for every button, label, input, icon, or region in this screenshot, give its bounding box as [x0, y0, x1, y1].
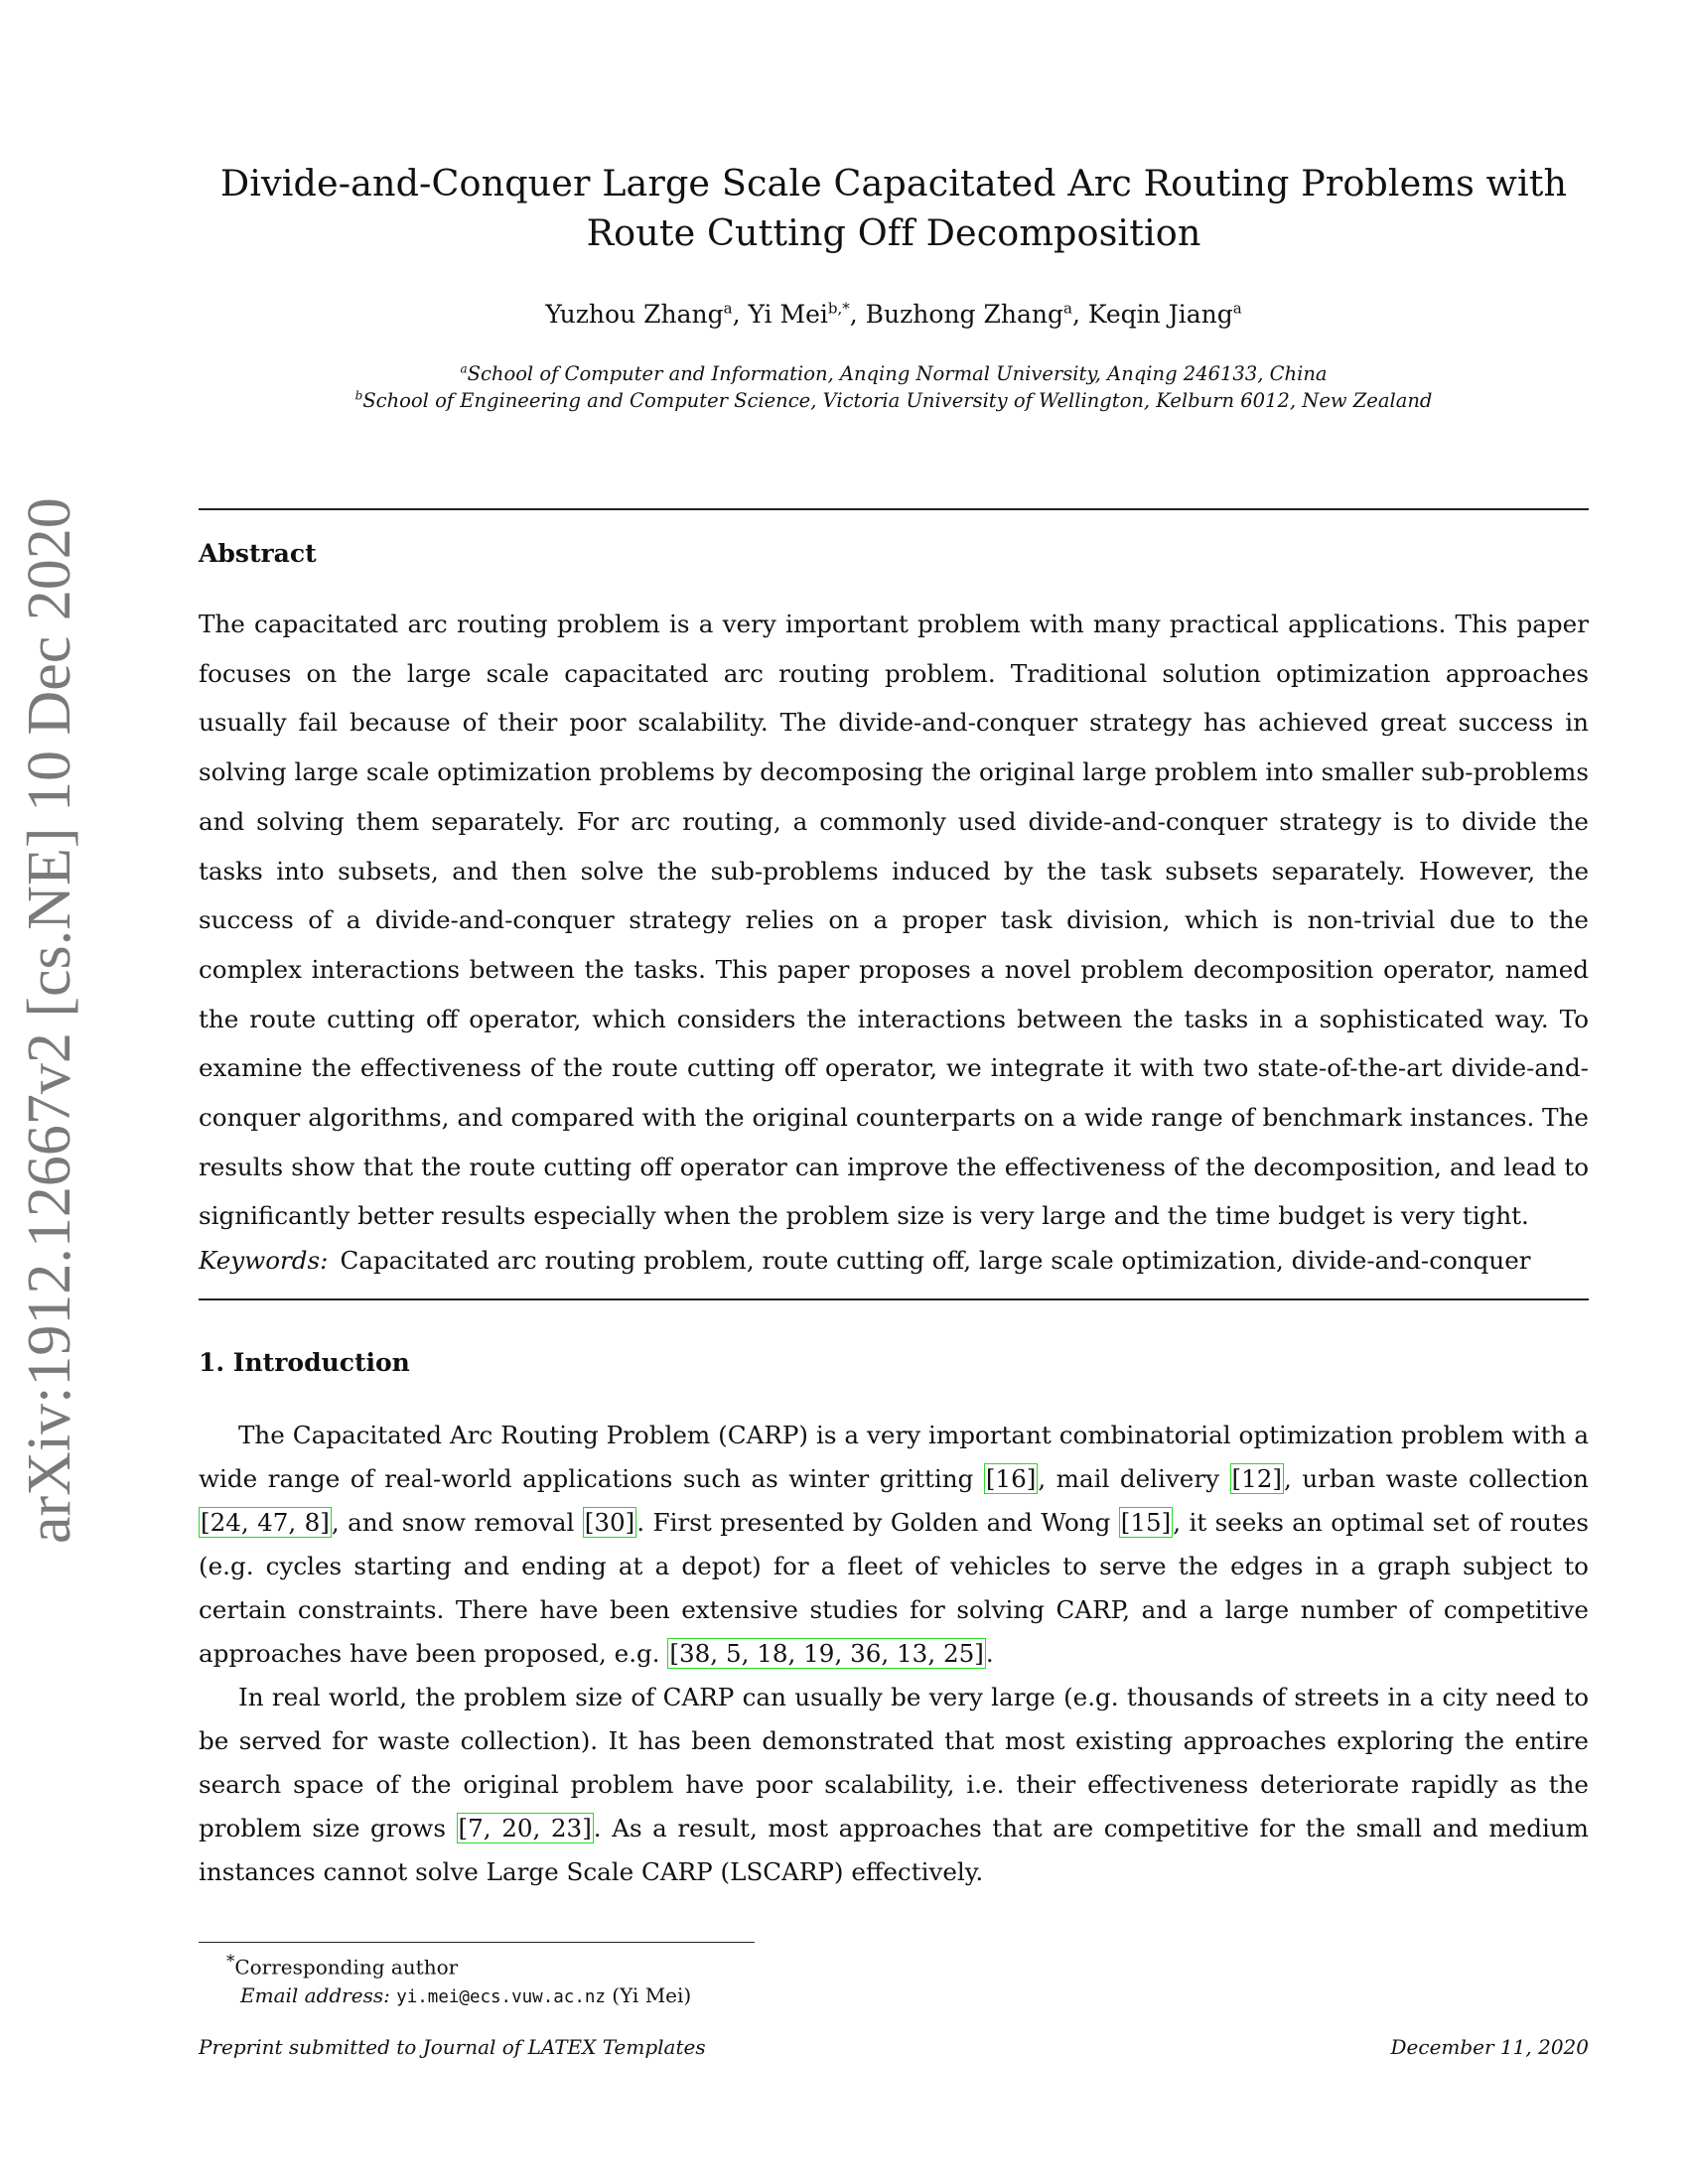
author-list [199, 298, 1589, 332]
keywords-label: Keywords: [199, 1246, 329, 1275]
paragraph [199, 1414, 1589, 1676]
keywords-line [199, 1244, 1589, 1278]
paragraph-text: In real world, the problem size of CARP can usually be very large (e.g. thousands of streets in a city need to be served for waste collection). It has been demonstrated that most existing approaches exploring the entire search space of the original problem have poor scalability, i.e. their effectiveness deteriorate rapidly as the problem size grows [199, 1683, 1589, 1843]
paragraph-text: , mail delivery [1038, 1464, 1230, 1493]
email-link[interactable]: yi.mei@ecs.vuw.ac.nz [396, 1986, 606, 2007]
author: Buzhong Zhang$^a$, [865, 299, 1088, 329]
citation-link[interactable]: [24, 47, 8] [201, 1508, 330, 1537]
footnote-email: Email address: yi.mei@ecs.vuw.ac.nz (Yi Mei) [240, 1982, 692, 2007]
abstract-text: The capacitated arc routing problem is a very important problem with many practical applications. This paper focuses on the large scale capacitated arc routing problem. Traditional solution optimization approaches usually fail because of their poor scalability. The divide-and-conquer strategy has achieved great success in solving large scale optimization problems by decomposing the original large problem into smaller sub-problems and solving them separately. For arc routing, a commonly used divide-and-conquer strategy is to divide the tasks into subsets, and then solve the sub-problems induced by the task subsets separately. However, the success of a divide-and-conquer strategy relies on a proper task division, which is non-trivial due to the complex interactions between the tasks. This paper proposes a novel problem decomposition operator, named the route cutting off operator, which considers the interactions between the tasks in a sophisticated way. To examine the effectiveness of the route cutting off operator, we integrate it with two state-of-the-art divide-and-conquer algorithms, and compared with the original counterparts on a wide range of benchmark instances. The results show that the route cutting off operator can improve the effectiveness of the decomposition, and lead to significantly better results especially when the problem size is very large and the time budget is very tight. [199, 610, 1589, 1231]
author: Keqin Jiang$^a$ [1087, 299, 1242, 329]
footnote-corresponding: *Corresponding author [226, 1952, 459, 1979]
paragraph-text: , and snow removal [331, 1508, 583, 1537]
footer-date: December 11, 2020 [1390, 2035, 1589, 2059]
keywords-text: Capacitated arc routing problem, route cutting off, large scale optimization, divide-and-conquer [340, 1246, 1531, 1275]
citation-link[interactable]: [7, 20, 23] [458, 1814, 592, 1843]
affiliation-a: $^a$School of Computer and Information, Anqing Normal University, Anqing 246133, China [460, 361, 1328, 385]
abstract-heading: Abstract [199, 539, 317, 568]
section-heading-introduction: 1. Introduction [199, 1348, 410, 1377]
paragraph-text: , it seeks an optimal set of routes (e.g. cycles starting and ending at a depot) for a fleet of vehicles to serve the edges in a graph subject to certain constraints. There have been extensive studies for solving CARP, and a large number of competitive approaches have been proposed, e.g. [199, 1508, 1590, 1668]
affiliations [199, 360, 1589, 414]
paragraph-text: . As a result, most approaches that are competitive for the small and medium instances cannot solve Large Scale CARP (LSCARP) effectively. [199, 1814, 1589, 1886]
paragraph-text: . [985, 1639, 994, 1668]
introduction-body [199, 1414, 1589, 1894]
paragraph-text: The Capacitated Arc Routing Problem (CARP) is a very important combinatorial optimization problem with a wide range of real-world applications such as winter gritting [199, 1421, 1589, 1493]
citation-link[interactable]: [16] [985, 1464, 1037, 1493]
arxiv-identifier: arXiv:1912.12667v2 [cs.NE] 10 Dec 2020 [16, 497, 83, 1544]
affiliation-b: $^b$School of Engineering and Computer Science, Victoria University of Wellington, Kelburn 6012, New Zealand [354, 388, 1433, 412]
paragraph [199, 1676, 1589, 1894]
footer-journal: Preprint submitted to Journal of LATEX Templates [199, 2035, 706, 2059]
footnote-divider [199, 1942, 755, 1943]
abstract-top-divider [199, 508, 1589, 510]
author: Yi Mei$^{b,*}$, [748, 299, 866, 329]
abstract-bottom-divider [199, 1298, 1589, 1300]
paragraph-text: . First presented by Golden and Wong [636, 1508, 1119, 1537]
citation-link[interactable]: [12] [1231, 1464, 1283, 1493]
citation-link[interactable]: [15] [1120, 1508, 1172, 1537]
footnote [199, 1948, 993, 2011]
paper-title: Divide-and-Conquer Large Scale Capacitated Arc Routing Problems with Route Cutting Off Decomposition [219, 162, 1568, 254]
paragraph-text: , urban waste collection [1284, 1464, 1589, 1493]
author: Yuzhou Zhang$^a$, [545, 299, 749, 329]
citation-link[interactable]: [30] [584, 1508, 635, 1537]
citation-link[interactable]: [38, 5, 18, 19, 36, 13, 25] [669, 1639, 984, 1668]
